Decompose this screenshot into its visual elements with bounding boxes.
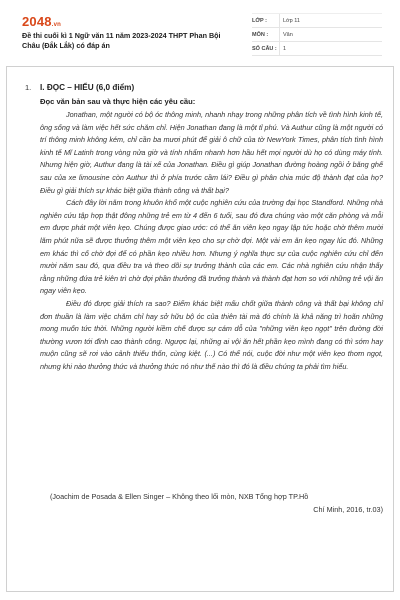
meta-info-box (252, 13, 382, 55)
reading-passage (40, 109, 383, 373)
section-title: I. ĐỌC – HIỂU (6,0 điểm) (40, 83, 135, 92)
passage-paragraph-3: Điều đó được giải thích ra sao? Điểm khác biệt mấu chốt giữa thành công và thất bại không chỉ đơn thuần là làm việc chăm chỉ hay sở hữu bộ óc của thiên tài mà đó chính là khả năng trì hoãn những mong muốn tức thời. Những người kiềm chế được sự cám dỗ của "những viên kẹo ngọt" trên đường đời thường vươn tới đỉnh cao thành công. Ngược lại, những ai vội ăn hết phần kẹo mình đang có thì sớm hay muộn cũng sẽ rơi vào cảnh thiếu thốn, cùng kiệt. (...) Có thể nói, cuộc đời như một viên kẹo thơm ngọt, nhưng khi nào thưởng thức và thưởng thức nó như thế nào thì đó là điều chúng ta phải tìm hiểu. (40, 298, 383, 371)
count-value: 1 (283, 46, 287, 52)
subject-value: Văn (283, 32, 293, 38)
divider (279, 42, 280, 56)
document-title: Đề thi cuối kì 1 Ngữ văn 11 năm 2023-2024 THPT Phan Bội Châu (Đắk Lắk) có đáp án (22, 31, 221, 50)
question-number: 1. (25, 83, 32, 92)
divider (279, 14, 280, 28)
count-label: SỐ CÂU : (252, 46, 277, 52)
page-header (0, 0, 400, 64)
meta-row-class (252, 14, 382, 28)
passage-paragraph-2: Cách đây lời năm trong khuôn khổ một cuộc nghiên cứu của trường đại học Standford. Những nhà nghiên cứu tập hợp thật đông những trẻ em từ 4 đến 6 tuổi, sau đó đưa chúng vào một căn phòng và mỗi em được phát một viên kẹo. Chúng được giao ước: có thể ăn viên kẹo ngay lập tức hoặc chờ thêm mười lăm phút nữa sẽ được thưởng thêm một viên kẹo cho sự chờ đợi. Một vài em ăn kẹo ngay lúc đó. Những em khác thì cố chờ đợi để có phần kẹo nhiều hơn. Nhưng ý nghĩa thực sự của cuộc nghiên cứu chỉ đến mười năm sau đó, qua điều tra và theo dõi sự trưởng thành của các em. Các nhà nghiên cứu nhận thấy rằng những đứa trẻ kiên trì chờ đợi phần thưởng đã trưởng thành và thành đạt hơn so với những trẻ vội ăn ngay viên kẹo. (40, 198, 383, 296)
instruction-text: Đọc văn bản sau và thực hiện các yêu cầu: (40, 97, 196, 106)
class-label: LỚP : (252, 18, 267, 24)
question-paper (6, 66, 394, 592)
meta-row-subject (252, 28, 382, 42)
citation-line-2: Chí Minh, 2016, tr.03) (313, 505, 383, 514)
subject-label: MÔN : (252, 32, 269, 38)
passage-paragraph-1: Jonathan, một người có bộ óc thông minh, nhanh nhạy trong những phân tích về tình hình kinh tế, ông sống và làm việc hết sức chăm chỉ. Hiện Jonathan đang là một tỉ phú. Và Authur cũng là một người có trí thông minh không kém, chỉ cần ba mươi phút để giải ô chữ của tờ NewYork Times, phân tích tình hình kinh tế Mĩ Latinh trong vòng nửa giờ và tính nhẩm nhanh hơn hầu hết mọi người dù họ có dùng máy tính. Nhưng hiện giờ, Authur đang là tài xế của Jonathan. Điều gì giúp Jonathan đường hoàng ngồi ở băng ghế sau của xe limousine còn Authur thì ở phía trước cầm lái? Điều gì phân chia mức độ thành đạt của họ? Điều gì giải thích sự khác biệt giữa thành công và thất bại? (40, 110, 383, 195)
site-logo[interactable] (22, 14, 61, 29)
meta-row-count (252, 42, 382, 56)
logo-suffix: .vn (51, 22, 62, 28)
class-value: Lớp 11 (283, 18, 300, 24)
citation-line-1: (Joachim de Posada & Ellen Singer – Không theo lối mòn, NXB Tổng hợp TP.Hồ (50, 492, 309, 501)
logo-text: 2048 (22, 14, 52, 29)
passage-citation (40, 490, 383, 516)
divider (279, 28, 280, 42)
